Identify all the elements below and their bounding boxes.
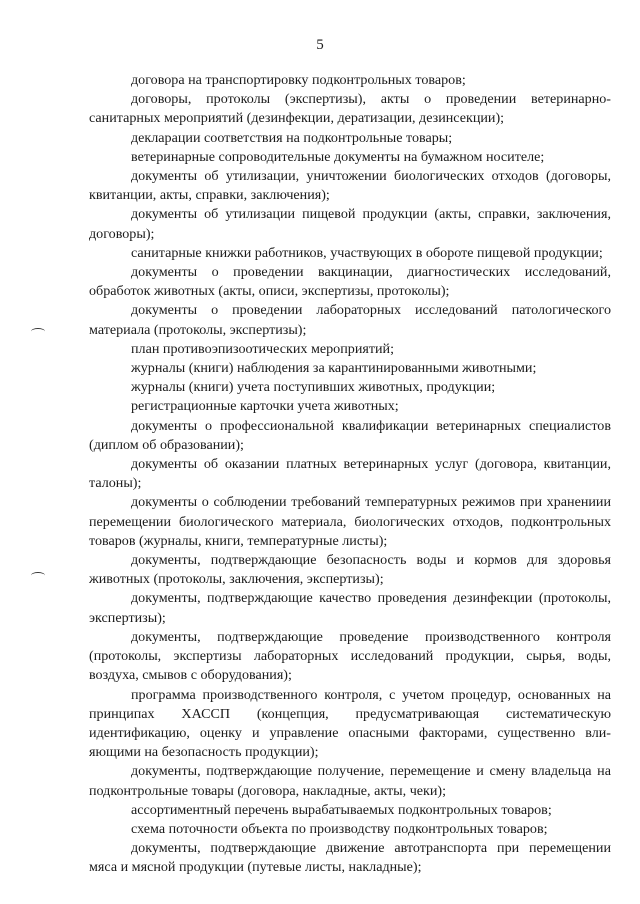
list-item: схема поточности объекта по производству подконтрольных товаров; (131, 820, 548, 837)
list-item: санитарные книжки работников, участвующих в обороте пищевой продукции; (131, 244, 603, 261)
list-item: журналы (книги) учета поступивших животных, продукции; (131, 379, 496, 396)
list-item: договора на транспортировку подконтрольных товаров; (131, 72, 466, 88)
list-item: документы о проведении вакцинации, диагностических исследований, обработок животных (акты, описи, экспертизы, протоколы); (89, 264, 611, 300)
list-item: документы, подтверждающие движение автотранспорта при перемещении мяса и мясной продукции (путевые листы, накладные); (89, 840, 611, 876)
list-item: документы о профессиональной квалификации ветеринарных специалистов (диплом об образовании); (89, 417, 611, 453)
margin-mark (31, 572, 45, 579)
list-item: программа производственного контроля, с учетом процедур, основанных на принципах ХАССП (концепция, предусматривающая систематическую идентификацию, оценку и управление опасными факторами, существенно влияющими на безопасность продукции); (89, 686, 611, 761)
list-item: документы о соблюдении требований температурных режимов при хранениии перемещении биологического материала, биологических отходов, подконтрольных товаров (журналы, книги, температурные листы); (89, 494, 611, 549)
list-item: документы о проведении лабораторных исследований патологического материала (протоколы, экспертизы); (89, 302, 611, 338)
margin-mark (31, 328, 45, 335)
list-item: декларации соответствия на подконтрольные товары; (131, 129, 453, 146)
list-item: документы об утилизации, уничтожении биологических отходов (договоры, квитанции, акты, справки, заключения); (89, 168, 611, 204)
list-item: регистрационные карточки учета животных; (131, 398, 399, 415)
list-item: документы об утилизации пищевой продукции (акты, справки, заключения, договоры); (89, 206, 611, 242)
document-body (89, 71, 611, 878)
list-item: ассортиментный перечень вырабатываемых подконтрольных товаров; (131, 801, 552, 818)
list-item: план противоэпизоотических мероприятий; (131, 340, 395, 357)
list-item: договоры, протоколы (экспертизы), акты о проведении ветеринарно-санитарных мероприятий (дезинфекции, дератизации, дезинсекции); (89, 91, 611, 127)
list-item: документы, подтверждающие проведение производственного контроля (протоколы, экспертизы лабораторных исследований продукции, сырья, воды, воздуха, смывов с оборудования); (89, 628, 611, 684)
page-number: 5 (316, 37, 324, 53)
list-item: документы об оказании платных ветеринарных услуг (договора, квитанции, талоны); (89, 456, 611, 492)
list-item: документы, подтверждающие получение, перемещение и смену владельца на подконтрольные товары (договора, накладные, акты, чеки); (89, 763, 611, 799)
list-item: документы, подтверждающие качество проведения дезинфекции (протоколы, экспертизы); (89, 590, 611, 626)
list-item: ветеринарные сопроводительные документы на бумажном носителе; (131, 148, 545, 165)
list-item: документы, подтверждающие безопасность воды и кормов для здоровья животных (протоколы, заключения, экспертизы); (89, 552, 611, 588)
list-item: журналы (книги) наблюдения за карантинированными животными; (131, 360, 537, 377)
